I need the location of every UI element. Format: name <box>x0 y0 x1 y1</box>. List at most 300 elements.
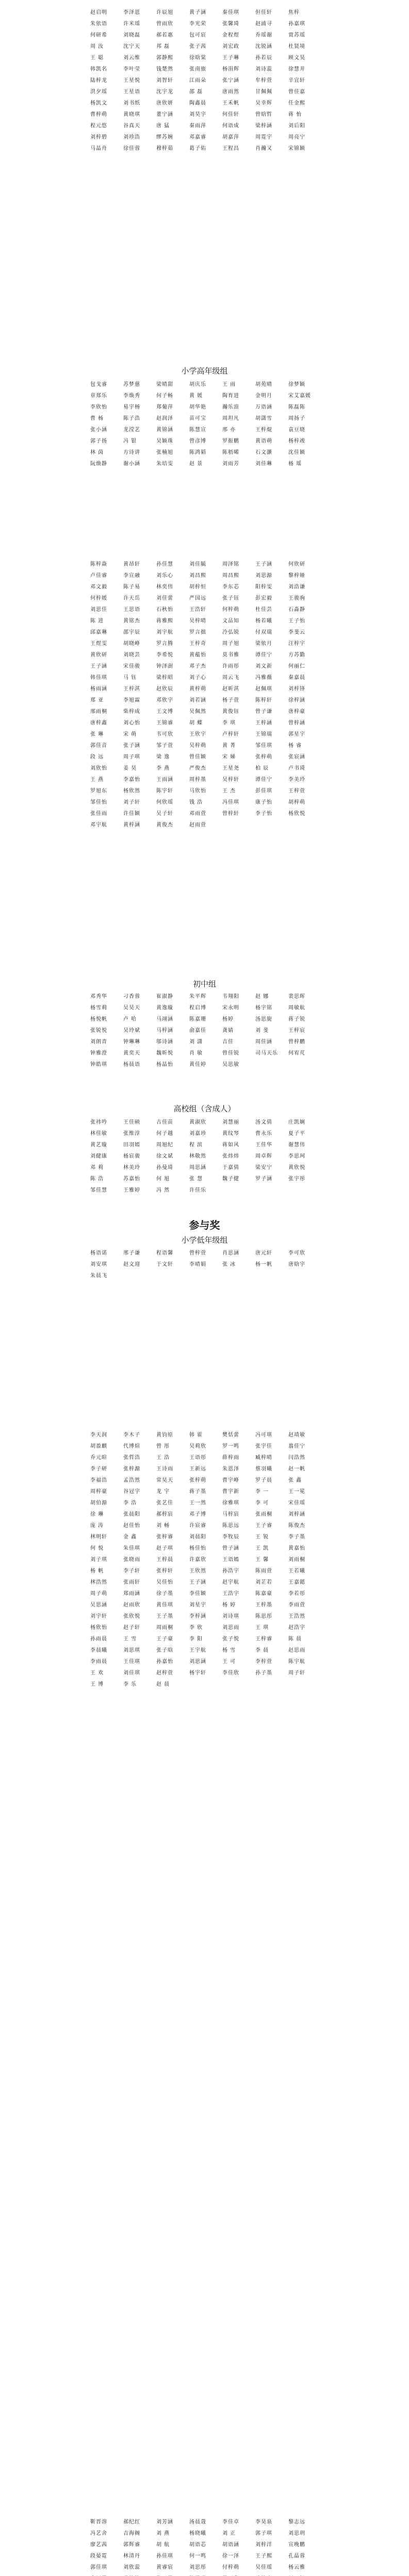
name-entry: 胡盈麒 <box>90 1444 107 1449</box>
name-entry: 段晏霓 <box>90 2553 107 2559</box>
name-entry: 何语成 <box>222 123 239 129</box>
name-entry: 王子涵 <box>90 664 107 669</box>
name-entry: 张子悦 <box>222 1636 239 1642</box>
name-entry: 王梓萱 <box>288 788 305 794</box>
name-entry: 夏子平 <box>288 1131 305 1137</box>
name-entry: 王文博 <box>156 709 173 715</box>
name-entry: 黄欣研 <box>90 652 107 658</box>
name-entry: 苗可宝 <box>189 416 206 421</box>
name-entry: 刘文新 <box>255 664 272 669</box>
section-4-heading: 初中组 <box>192 979 216 989</box>
name-entry: 肖瀚又 <box>255 146 272 151</box>
name-entry: 郝若惠 <box>156 32 173 38</box>
name-entry: 黄俊钰 <box>222 709 239 715</box>
name-entry: 卢梓轩 <box>222 732 239 737</box>
name-entry: 李 琪 <box>222 720 236 726</box>
name-entry <box>123 2573 156 2576</box>
name-entry: 王梓墨 <box>255 1602 272 1608</box>
name-entry: 王一然 <box>189 1500 206 1506</box>
name-entry: 杨宸骏 <box>123 1154 140 1159</box>
name-entry: 周扬子 <box>288 416 305 421</box>
name-entry: 黄锦涵 <box>156 427 173 433</box>
name-entry: 邹佳怡 <box>90 800 107 805</box>
name-entry: 陈梧晞 <box>222 450 239 455</box>
name-entry: 张宸涵 <box>288 754 305 760</box>
section-7-heading: 小学低年级组 <box>181 1235 228 1245</box>
name-entry: 陈俊杰 <box>288 1523 305 1529</box>
name-entry: 杨晓曦 <box>189 2531 206 2536</box>
name-entry: 刘 正 <box>222 2531 236 2536</box>
name-entry: 何宥芃 <box>288 1050 305 1056</box>
name-entry: 郭子琪 <box>255 2531 272 2536</box>
name-entry: 杨晶怡 <box>156 1062 173 1067</box>
name-entry: 陈嘉珊 <box>189 1016 206 1022</box>
name-entry: 黄梓涵 <box>123 822 140 828</box>
name-entry: 秦嘉晨 <box>288 675 305 681</box>
name-entry: 陈 进 <box>90 618 104 624</box>
name-entry: 张小涵 <box>90 427 107 433</box>
name-entry: 刘梓锋 <box>288 686 305 692</box>
name-entry: 吴梓晴 <box>189 618 206 624</box>
name-entry: 石秋怡 <box>156 607 173 613</box>
name-entry: 王佳琪 <box>123 1659 140 1665</box>
name-entry: 张南旅 <box>189 66 206 72</box>
name-entry: 李希悦 <box>156 652 173 658</box>
name-entry: 王梓涵 <box>255 720 272 726</box>
name-entry: 陈子浩 <box>123 416 140 421</box>
name-entry: 汪梓宇 <box>288 641 305 647</box>
name-entry: 邹佳琪 <box>255 743 272 749</box>
name-entry: 罗子涵 <box>255 1176 272 1182</box>
name-entry: 郝纪红 <box>123 2519 140 2525</box>
name-entry: 张雨桐 <box>255 1512 272 1517</box>
name-entry: 邢雨桐 <box>90 709 107 715</box>
name-entry: 李雨萱 <box>288 1602 305 1608</box>
name-entry: 周亮宁 <box>288 134 305 140</box>
section-1-name-grid <box>90 7 321 155</box>
name-entry: 王骏驹 <box>288 596 305 601</box>
name-entry: 王梓睿 <box>255 1636 272 1642</box>
name-entry: 陈 浩 <box>90 1176 104 1182</box>
name-entry: 林奕伟 <box>156 584 173 590</box>
name-entry: 杨晨语 <box>123 1062 140 1067</box>
name-entry: 王煜雯 <box>90 641 107 647</box>
name-entry: 康子怡 <box>255 800 272 805</box>
name-entry: 王 博 <box>90 1682 104 1687</box>
name-entry: 孙子墨 <box>255 1670 272 1676</box>
name-entry: 刘 潇 <box>189 1039 203 1045</box>
name-entry: 何 悦 <box>90 1546 104 1551</box>
name-entry: 马 钰 <box>123 675 137 681</box>
name-entry: 黄逸璇 <box>156 1005 173 1011</box>
name-entry: 李牧辰 <box>222 1534 239 1540</box>
name-entry: 胡嘉萍 <box>222 134 239 140</box>
name-entry: 刘雨桐 <box>288 1557 305 1563</box>
name-entry: 王宇航 <box>189 1648 206 1653</box>
name-entry: 王欣然 <box>189 1568 206 1574</box>
name-entry: 张晓雨 <box>123 1557 140 1563</box>
name-entry: 吉海阁 <box>123 2531 140 2536</box>
name-entry: 俞嘉佳 <box>189 1028 206 1033</box>
name-entry: 周梓墨 <box>189 777 206 783</box>
name-entry: 王 可 <box>222 1659 236 1665</box>
name-entry: 段 远 <box>90 754 104 760</box>
name-entry: 陈宇航 <box>288 1659 305 1665</box>
name-entry: 黄淑欣 <box>189 1120 206 1125</box>
name-entry: 刘安琪 <box>90 1262 107 1267</box>
name-entry: 金明月 <box>255 393 272 399</box>
name-entry: 汤文倩 <box>255 1120 272 1125</box>
name-entry: 孙若辰 <box>255 55 272 61</box>
name-entry: 冯雅薇 <box>255 675 272 681</box>
name-entry: 马梓涵 <box>156 1028 173 1033</box>
name-entry: 刘 斐 <box>255 1028 269 1033</box>
name-entry: 蒋子墨 <box>189 1489 206 1495</box>
name-entry: 杨梓竣 <box>288 438 305 444</box>
name-entry: 张欣悦 <box>123 1614 140 1619</box>
name-entry: 江雨朵 <box>189 78 206 83</box>
name-entry: 吴颖珠 <box>156 438 173 444</box>
name-entry: 卢佳睿 <box>90 573 107 579</box>
name-entry: 方诗讲 <box>123 450 140 455</box>
name-entry: 刘星宇 <box>189 1602 206 1608</box>
name-entry: 金 鑫 <box>123 1534 137 1540</box>
name-entry: 严国远 <box>189 596 206 601</box>
name-entry: 朱平辉 <box>189 994 206 999</box>
name-entry: 周坦凡 <box>222 416 239 421</box>
name-entry: 陈子易 <box>123 584 140 590</box>
name-entry: 李子研 <box>90 1466 107 1472</box>
name-entry: 唐晗宇 <box>288 1262 305 1267</box>
name-entry: 张佳雨 <box>90 811 107 817</box>
name-entry: 焦梓 <box>288 10 300 15</box>
name-entry: 胡苑晴 <box>255 382 272 387</box>
name-entry: 李梓萱 <box>255 1659 272 1665</box>
name-entry: 吴佳怡 <box>156 1580 173 1585</box>
name-entry: 黄晓琪 <box>123 112 140 117</box>
name-entry: 黄 菁 <box>222 743 236 749</box>
name-entry: 田羽嫣 <box>123 1142 140 1148</box>
name-entry: 周佳涵 <box>255 1039 272 1045</box>
name-entry: 张梓萌 <box>255 754 272 760</box>
name-entry: 张子涵 <box>123 743 140 749</box>
name-entry: 刘慧丽 <box>222 1120 239 1125</box>
name-entry: 王星语 <box>123 89 140 95</box>
name-entry: 赵子轩 <box>123 1625 140 1631</box>
name-entry: 王 锐 <box>255 1534 269 1540</box>
name-entry: 吴玲斌 <box>123 1028 140 1033</box>
name-entry: 李福浩 <box>90 1478 107 1483</box>
name-entry: 邹佳慧 <box>90 1188 107 1193</box>
name-entry: 邓欣宇 <box>156 698 173 703</box>
section-5-heading: 高校组（含成人） <box>173 1104 236 1113</box>
name-entry: 韩凯名 <box>90 66 107 72</box>
name-entry: 陆梓龙 <box>90 78 107 83</box>
name-entry: 李 一 <box>255 1489 269 1495</box>
name-entry: 于文轩 <box>156 1262 173 1267</box>
name-entry: 张子茜 <box>189 44 206 49</box>
name-entry: 梁晴甜 <box>156 382 173 387</box>
name-entry: 张晨阳 <box>123 1512 140 1517</box>
name-entry: 包戈睿 <box>90 382 107 387</box>
name-entry: 许宸睿 <box>189 1523 206 1529</box>
name-entry: 刘欣蕊 <box>123 2565 140 2570</box>
name-entry: 杜贤境 <box>288 44 305 49</box>
name-entry: 张宇彤 <box>288 1176 305 1182</box>
name-entry: 龙 宇 <box>156 1489 170 1495</box>
name-entry: 周雨桐 <box>156 1625 173 1631</box>
name-entry: 付双瑞 <box>255 630 272 635</box>
name-entry: 杨 婷 <box>222 1602 236 1608</box>
name-entry: 陶育进 <box>222 393 239 399</box>
name-entry: 韦可欣 <box>156 732 173 737</box>
name-entry: 董宁涵 <box>156 112 173 117</box>
name-entry: 石淼静 <box>288 607 305 613</box>
name-entry: 黄佳婷 <box>189 1062 206 1067</box>
name-entry: 王 燕 <box>90 777 104 783</box>
name-entry: 冯艺舍 <box>90 2531 107 2536</box>
name-entry: 许嘉欣 <box>189 1557 206 1563</box>
name-entry: 吴梓萌 <box>189 743 206 749</box>
name-entry: 刘子琪 <box>90 1557 107 1563</box>
name-entry: 王 馨 <box>255 1557 269 1563</box>
name-entry: 何 旭 <box>156 1176 170 1182</box>
name-entry: 林清丹 <box>123 2553 140 2559</box>
name-entry: 李子轩 <box>123 1568 140 1574</box>
name-entry: 王星悦 <box>123 78 140 83</box>
name-entry: 严俊杰 <box>189 766 206 771</box>
section-4-name-grid <box>90 991 321 1071</box>
name-entry: 刘思佳 <box>90 607 107 613</box>
name-entry: 宋 娣 <box>222 754 236 760</box>
name-entry: 王诗雨 <box>156 1466 173 1472</box>
name-entry: 柏 辰 <box>255 766 269 771</box>
name-entry: 曾梓轩 <box>222 811 239 817</box>
name-entry: 刘健康 <box>90 1154 107 1159</box>
name-entry: 王子琳 <box>222 55 239 61</box>
name-entry: 刘昊宇 <box>189 112 206 117</box>
name-entry: 王新远 <box>189 1466 206 1472</box>
name-entry: 黄铭杰 <box>123 618 140 624</box>
name-entry: 杜佳芸 <box>255 607 272 613</box>
name-entry: 曹永乐 <box>255 1131 272 1137</box>
name-entry: 王佳硕 <box>123 1120 140 1125</box>
name-entry: 孙佳慧 <box>156 562 173 567</box>
name-entry: 张子晗 <box>156 1648 173 1653</box>
name-entry: 刘宇轩 <box>90 1614 107 1619</box>
name-entry: 周思涵 <box>189 1165 206 1171</box>
name-entry: 徐慧并 <box>288 66 305 72</box>
name-entry: 陈梓轩 <box>255 698 272 703</box>
name-entry: 王梓焜 <box>255 427 272 433</box>
name-entry: 邓文毅 <box>90 584 107 590</box>
name-entry: 靳晋溶 <box>90 2519 107 2525</box>
name-entry: 穆梓茹 <box>156 146 173 151</box>
name-entry: 张 鑫 <box>288 1478 302 1483</box>
name-entry: 李欣怡 <box>90 404 107 410</box>
name-entry: 沈佳颖 <box>288 450 305 455</box>
name-entry: 刘思彤 <box>189 2565 206 2570</box>
name-entry: 黎梓娅 <box>288 573 305 579</box>
name-entry: 孙浩宇 <box>222 1568 239 1574</box>
name-entry: 刘晨阳 <box>189 1534 206 1540</box>
name-entry: 任金熙 <box>288 100 305 106</box>
name-entry: 刘朗青 <box>90 1039 107 1045</box>
name-entry: 张雨轩 <box>123 1580 140 1585</box>
name-entry: 林 茵 <box>90 450 104 455</box>
name-entry: 于嘉倩 <box>222 1165 239 1171</box>
name-entry: 李 可 <box>255 1500 269 1506</box>
name-entry: 李嘉怡 <box>123 777 140 783</box>
name-entry: 韩 霍 <box>189 1432 203 1438</box>
name-entry: 刘浩谦 <box>288 584 305 590</box>
name-entry: 柴梓成 <box>123 709 140 715</box>
name-entry: 李 燕 <box>156 766 170 771</box>
name-entry: 孙嘉琪 <box>288 21 305 27</box>
name-entry: 王子熙 <box>255 2553 272 2559</box>
name-entry: 杨婷 <box>222 1016 234 1022</box>
name-entry: 李晴娟 <box>189 1262 206 1267</box>
name-entry: 李旭霖 <box>123 698 140 703</box>
name-entry: 蒋 怡 <box>288 112 302 117</box>
name-entry: 马梓宸 <box>222 1512 239 1517</box>
name-entry: 张宁涵 <box>222 78 239 83</box>
name-entry: 王雨涵 <box>156 777 173 783</box>
name-entry <box>189 2573 222 2576</box>
name-entry: 赵子琪 <box>156 1546 173 1551</box>
name-entry: 林佳敏 <box>90 1131 107 1137</box>
name-entry: 冷弘锐 <box>222 630 239 635</box>
name-entry: 周子萌 <box>90 1591 107 1597</box>
name-entry: 王锦睿 <box>156 720 173 726</box>
name-entry: 胡晓峰 <box>123 641 140 647</box>
name-entry: 廖艺茜 <box>90 2542 107 2548</box>
name-entry: 邢子谦 <box>123 1250 140 1256</box>
section-7-name-grid <box>90 1248 321 1282</box>
name-entry: 郑雨涵 <box>123 1591 140 1597</box>
name-entry: 吴思涵 <box>90 1602 107 1608</box>
name-entry: 刘思源 <box>255 573 272 579</box>
name-entry: 郭星宇 <box>288 732 305 737</box>
name-entry: 张梓源 <box>123 1466 140 1472</box>
name-entry: 王子墨 <box>156 1614 173 1619</box>
name-entry: 曾雨欣 <box>156 21 173 27</box>
name-entry: 杨雪莉 <box>90 1005 107 1011</box>
section-9-name-grid <box>90 2517 321 2576</box>
name-entry: 常昊天 <box>156 1478 173 1483</box>
name-entry: 黄蕴怡 <box>189 652 206 658</box>
name-entry: 张梓睿 <box>156 1534 173 1540</box>
name-entry: 闫浩然 <box>288 1455 305 1461</box>
name-entry: 马翊涵 <box>156 1016 173 1022</box>
name-entry: 邵宇辰 <box>123 630 140 635</box>
name-entry: 张维淳 <box>123 1131 140 1137</box>
name-entry: 沈锐涵 <box>255 44 272 49</box>
name-entry: 杨欣怡 <box>90 1625 107 1631</box>
name-entry: 程语馨 <box>156 1250 173 1256</box>
name-entry: 甘佩佩 <box>255 89 272 95</box>
name-entry: 孔晶蓉 <box>288 2553 305 2559</box>
name-entry: 李梓涵 <box>189 1614 206 1619</box>
name-entry: 杨佳怡 <box>189 1546 206 1551</box>
name-entry: 汤思旎 <box>255 1016 272 1022</box>
name-entry: 徐 琳 <box>90 1512 104 1517</box>
name-entry: 李 阳 <box>189 1636 203 1642</box>
name-entry: 梁梓昭 <box>156 675 173 681</box>
name-entry: 唐欣妍 <box>156 100 173 106</box>
name-entry: 裴思晖 <box>288 994 305 999</box>
name-entry: 孙曼琦 <box>156 1165 173 1171</box>
name-entry: 李木子 <box>123 1432 140 1438</box>
name-entry: 宋佳骏 <box>123 664 140 669</box>
name-entry: 郭子扬 <box>90 438 107 444</box>
name-entry: 王子涵 <box>189 1580 206 1585</box>
name-entry: 周泽铭 <box>222 562 239 567</box>
name-entry: 汤晨蔻 <box>189 2519 206 2525</box>
name-entry: 乔元暄 <box>90 1455 107 1461</box>
name-entry: 罗振鹏 <box>222 438 239 444</box>
name-entry: 王浩轩 <box>189 607 206 613</box>
name-entry: 刘佳毓 <box>189 562 206 567</box>
name-entry: 杨悦帆 <box>90 1016 107 1022</box>
name-entry: 林明轩 <box>90 1534 107 1540</box>
name-entry: 刘诗蕊 <box>255 66 272 72</box>
name-entry: 徐佳蓉 <box>123 146 140 151</box>
name-entry: 张馨琦 <box>222 21 239 27</box>
name-entry: 梁梓涵 <box>255 123 272 129</box>
name-entry: 罗一鸣 <box>222 1444 239 1449</box>
name-entry: 谷冠宇 <box>123 1489 140 1495</box>
name-entry: 卢 哈 <box>123 1016 137 1022</box>
name-entry: 王子睿 <box>255 1523 272 1529</box>
name-entry: 付梓萌 <box>222 2565 239 2570</box>
name-entry: 何梓媛 <box>90 596 107 601</box>
name-entry: 张 琳 <box>90 732 104 737</box>
name-entry: 贾苏瑶 <box>288 32 305 38</box>
name-entry: 刘 畅 <box>156 1523 170 1529</box>
name-entry: 翁佳宁 <box>288 1444 305 1449</box>
name-entry: 王 欢 <box>90 1670 104 1676</box>
name-entry: 李子怡 <box>255 811 272 817</box>
name-entry: 徐雅琪 <box>222 1500 239 1506</box>
name-entry: 龚婧 <box>222 1028 234 1033</box>
name-entry: 曾晗哲 <box>255 112 272 117</box>
name-entry: 刘智轩 <box>156 78 173 83</box>
name-entry: 杨 睿 <box>288 743 302 749</box>
name-entry: 宋永明 <box>222 1005 239 1011</box>
name-entry: 赵雨欣 <box>123 1602 140 1608</box>
name-entry: 邓雨萱 <box>189 811 206 817</box>
name-entry: 钟雅澄 <box>90 1050 107 1056</box>
name-entry: 陈 晨 <box>288 1636 302 1642</box>
name-entry: 邵 磊 <box>189 89 203 95</box>
name-entry: 周霓宇 <box>255 134 272 140</box>
name-entry: 曾梓涵 <box>288 720 305 726</box>
name-entry: 辛宜轩 <box>288 78 305 83</box>
name-entry: 陈雨萱 <box>255 1568 272 1574</box>
name-entry: 韩佳琪 <box>90 675 107 681</box>
name-entry: 孟浩然 <box>123 1478 140 1483</box>
name-entry: 卢书琦 <box>288 766 305 771</box>
name-entry: 樊恬蕾 <box>222 1432 239 1438</box>
name-entry: 刘佳琪 <box>123 1670 140 1676</box>
name-entry: 郭辉睿 <box>123 2542 140 2548</box>
name-entry: 赵浦寻 <box>255 21 272 27</box>
name-entry: 杨 雪 <box>222 1648 236 1653</box>
section-2-name-grid <box>90 379 321 470</box>
name-entry: 邬诗涵 <box>156 1039 173 1045</box>
name-entry: 黄纹琴 <box>222 1131 239 1137</box>
